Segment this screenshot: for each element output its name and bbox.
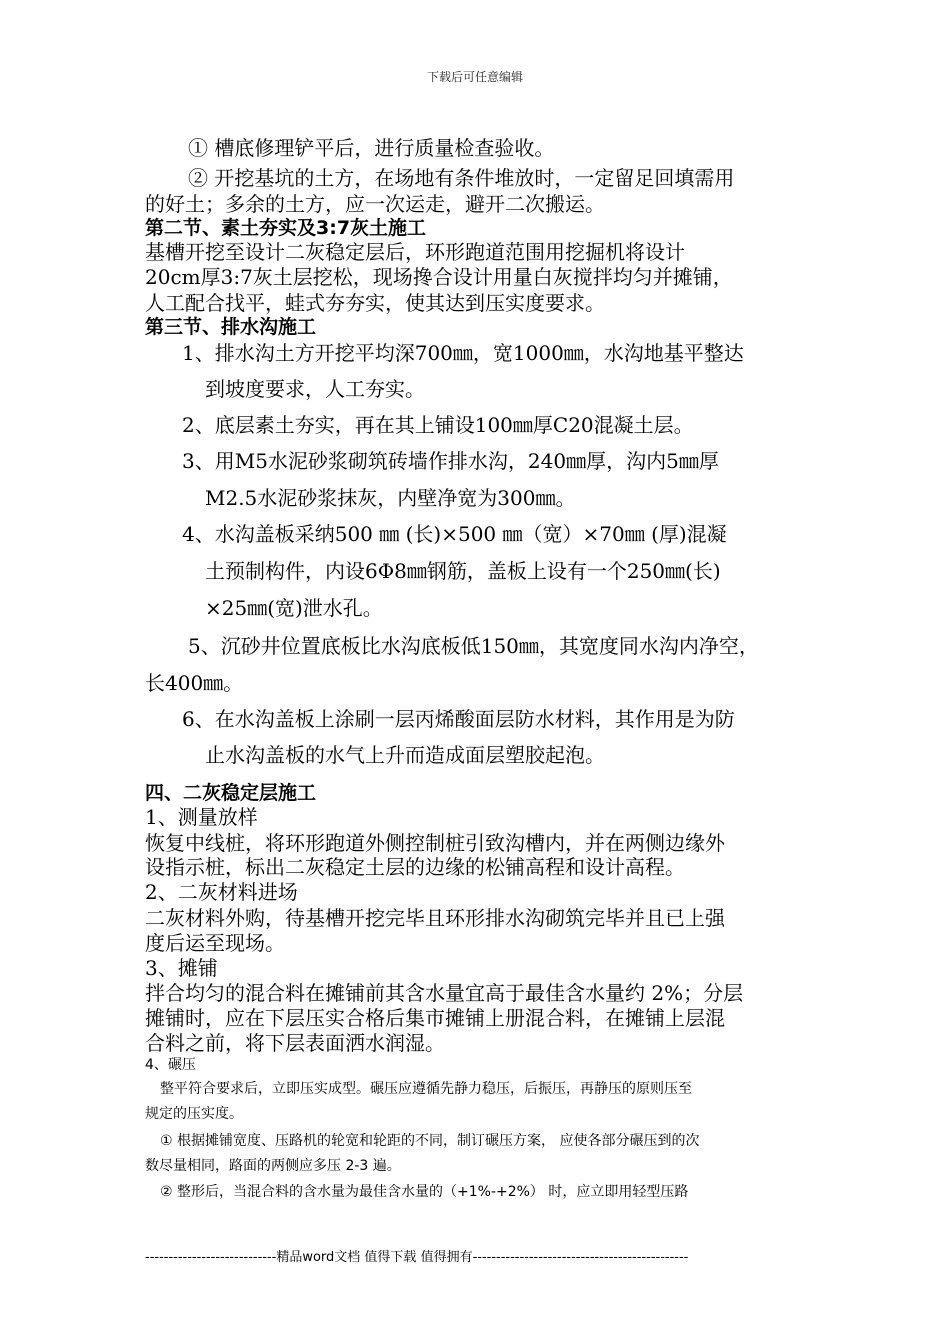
paragraph-line: 20cm厚3:7灰土层挖松，现场搀合设计用量白灰搅拌均匀并摊铺， (145, 265, 733, 289)
paragraph-line: 人工配合找平，蛙式夯夯实，使其达到压实度要求。 (145, 291, 605, 315)
sub-heading: 2、二灰材料进场 (145, 880, 298, 904)
paragraph-line: ① 根据摊铺宽度、压路机的轮宽和轮距的不同，制订碾压方案， 应使各部分碾压到的次 (160, 1133, 700, 1149)
sub-heading: 3、摊铺 (145, 956, 218, 980)
list-item: 3、用M5水泥砂浆砌筑砖墙作排水沟，240㎜厚，沟内5㎜厚 (182, 449, 719, 473)
paragraph-line: ① 槽底修理铲平后，进行质量检查验收。 (188, 136, 555, 160)
list-item-cont: M2.5水泥砂浆抹灰，内壁净宽为300㎜。 (205, 486, 576, 510)
list-item: 2、底层素土夯实，再在其上铺设100㎜厚C20混凝土层。 (182, 413, 694, 437)
list-item-cont: 到坡度要求，人工夯实。 (205, 377, 425, 401)
paragraph-line: 设指示桩，标出二灰稳定土层的边缘的松铺高程和设计高程。 (145, 855, 685, 879)
sub-heading: 1、测量放样 (145, 805, 258, 829)
paragraph-line: 摊铺时，应在下层压实合格后集市摊铺上册混合料，在摊铺上层混 (145, 1006, 725, 1030)
list-item: 6、在水沟盖板上涂刷一层丙烯酸面层防水材料，其作用是为防 (182, 707, 735, 731)
list-item: 1、排水沟土方开挖平均深700㎜，宽1000㎜，水沟地基平整达 (182, 341, 744, 365)
list-item-cont: ×25㎜(宽)泄水孔。 (205, 596, 383, 620)
section-heading: 四、二灰稳定层施工 (145, 782, 317, 804)
list-item: 4、水沟盖板采纳500 ㎜ (长)×500 ㎜（宽）×70㎜ (厚)混凝 (182, 522, 727, 546)
paragraph-line: 拌合均匀的混合料在摊铺前其含水量宜高于最佳含水量约 2%；分层 (145, 981, 744, 1005)
list-item-cont: 长400㎜。 (145, 671, 244, 695)
paragraph-line: 的好土；多余的土方，应一次运走，避开二次搬运。 (145, 192, 605, 216)
paragraph-line: 基槽开挖至设计二灰稳定层后，环形跑道范围用挖掘机将设计 (145, 240, 685, 264)
paragraph-line: 恢复中线桩，将环形跑道外侧控制桩引致沟槽内，并在两侧边缘外 (145, 831, 725, 855)
paragraph-line: 二灰材料外购，待基槽开挖完毕且环形排水沟砌筑完毕并且已上强 (145, 906, 725, 930)
page-header: 下载后可任意编辑 (426, 70, 523, 84)
sub-heading: 4、碾压 (145, 1057, 196, 1073)
paragraph-line: 规定的压实度。 (145, 1106, 243, 1122)
list-item-cont: 止水沟盖板的水气上升而造成面层塑胶起泡。 (205, 743, 605, 767)
paragraph-line: ② 开挖基坑的土方，在场地有条件堆放时，一定留足回填需用 (188, 166, 735, 190)
section-heading: 第三节、排水沟施工 (145, 316, 317, 338)
paragraph-line: 度后运至现场。 (145, 931, 285, 955)
paragraph-line: ② 整形后，当混合料的含水量为最佳含水量的（+1%-+2%） 时，应立即用轻型压路 (160, 1184, 689, 1200)
paragraph-line: 数尽量相同，路面的两侧应多压 2-3 遍。 (145, 1158, 401, 1174)
paragraph-line: 整平符合要求后，立即压实成型。碾压应遵循先静力稳压，后振压，再静压的原则压至 (160, 1081, 692, 1097)
page-footer: ----------------------------精品word文档 值得下载 值得拥有---------------------------------------------- (145, 1250, 689, 1265)
section-heading: 第二节、素土夯实及3:7灰土施工 (145, 217, 427, 239)
list-item-cont: 土预制构件，内设6Φ8㎜钢筋，盖板上设有一个250㎜(长) (205, 559, 721, 583)
list-item: 5、沉砂井位置底板比水沟底板低150㎜，其宽度同水沟内净空， (188, 634, 759, 658)
paragraph-line: 合料之前，将下层表面洒水润湿。 (145, 1031, 445, 1055)
